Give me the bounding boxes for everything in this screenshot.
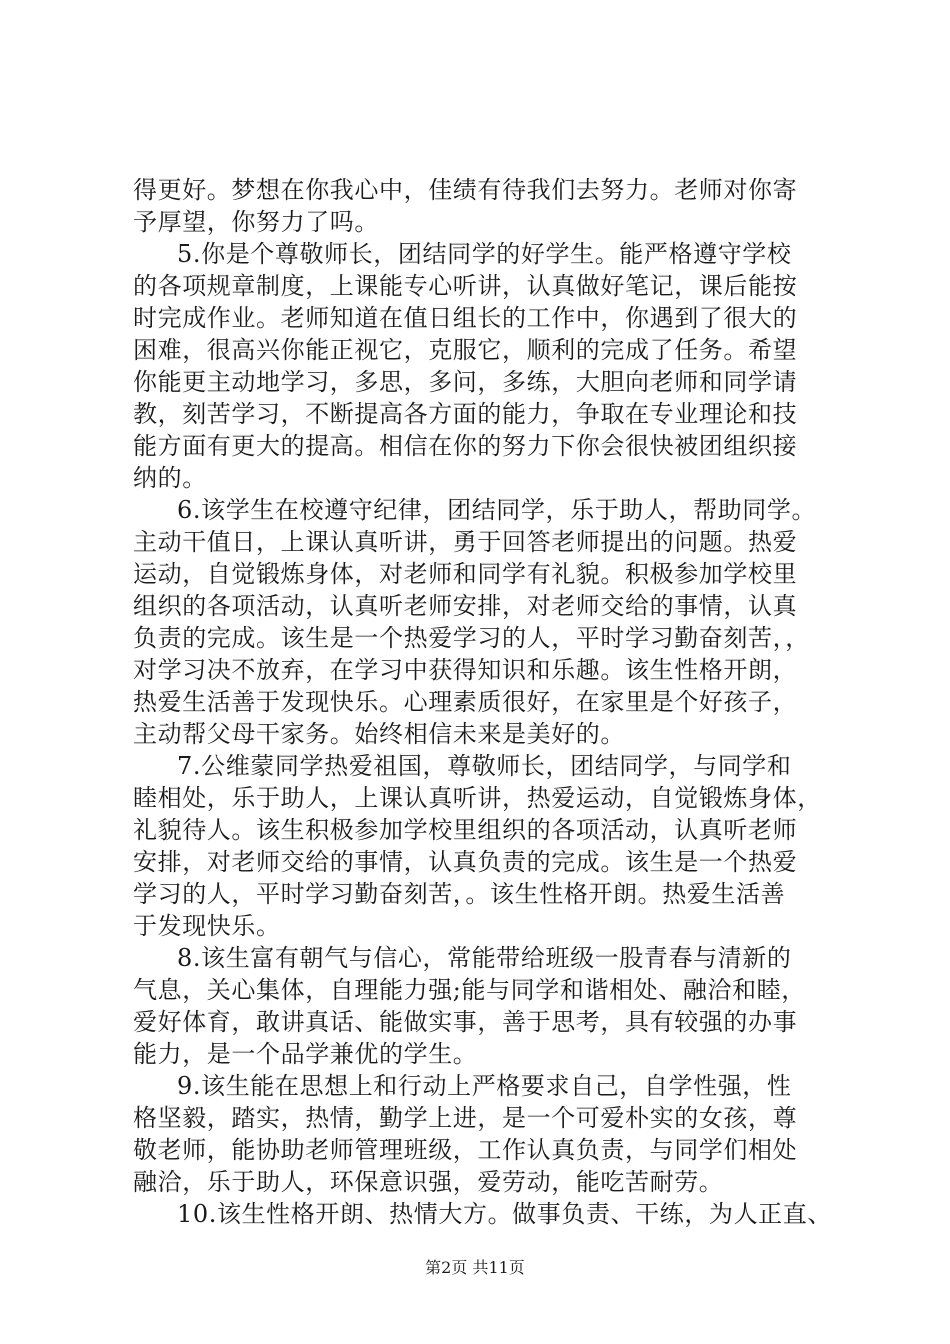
text-line: 能方面有更大的提高。相信在你的努力下你会很快被团组织接: [133, 432, 798, 460]
text-line: 主动干值日，上课认真听讲，勇于回答老师提出的问题。热爱: [133, 528, 798, 556]
text-line: 的各项规章制度，上课能专心听讲，认真做好笔记，课后能按: [133, 272, 798, 300]
text-line: 7.公维蒙同学热爱祖国，尊敬师长，团结同学，与同学和: [177, 752, 792, 780]
text-line: 睦相处，乐于助人，上课认真听讲，热爱运动，自觉锻炼身体，: [133, 784, 822, 812]
text-line: 运动，自觉锻炼身体，对老师和同学有礼貌。积极参加学校里: [133, 560, 798, 588]
text-line: 负责的完成。该生是一个热爱学习的人，平时学习勤奋刻苦，，: [133, 624, 810, 652]
text-line: 于发现快乐。: [133, 912, 281, 940]
text-line: 纳的。: [133, 464, 207, 492]
text-line: 6.该学生在校遵守纪律，团结同学，乐于助人，帮助同学。: [177, 496, 817, 524]
text-line: 9.该生能在思想上和行动上严格要求自己，自学性强，性: [177, 1072, 792, 1100]
text-line: 你能更主动地学习，多思，多问，多练，大胆向老师和同学请: [133, 368, 798, 396]
text-line: 予厚望，你努力了吗。: [133, 208, 379, 236]
text-line: 格坚毅，踏实，热情，勤学上进，是一个可爱朴实的女孩，尊: [133, 1104, 798, 1132]
text-line: 组织的各项活动，认真听老师安排，对老师交给的事情，认真: [133, 592, 798, 620]
text-line: 困难，很高兴你能正视它，克服它，顺利的完成了任务。希望: [133, 336, 798, 364]
text-line: 能力，是一个品学兼优的学生。: [133, 1040, 478, 1068]
text-line: 10.该生性格开朗、热情大方。做事负责、干练，为人正直、: [177, 1200, 832, 1228]
text-line: 气息，关心集体，自理能力强;能与同学和谐相处、融洽和睦，: [133, 976, 806, 1004]
text-line: 得更好。梦想在你我心中，佳绩有待我们去努力。老师对你寄: [133, 176, 798, 204]
text-line: 主动帮父母干家务。始终相信未来是美好的。: [133, 720, 625, 748]
text-line: 8.该生富有朝气与信心，常能带给班级一股青春与清新的: [177, 944, 792, 972]
document-body: [133, 174, 849, 1230]
text-line: 教，刻苦学习，不断提高各方面的能力，争取在专业理论和技: [133, 400, 798, 428]
text-line: 热爱生活善于发现快乐。心理素质很好，在家里是个好孩子，: [133, 688, 798, 716]
page-number-label: 第2页 共11页: [425, 1258, 525, 1277]
text-line: 安排，对老师交给的事情，认真负责的完成。该生是一个热爱: [133, 848, 798, 876]
text-line: 礼貌待人。该生积极参加学校里组织的各项活动，认真听老师: [133, 816, 798, 844]
text-line: 学习的人，平时学习勤奋刻苦，。该生性格开朗。热爱生活善: [133, 880, 786, 908]
page-footer: [0, 1258, 950, 1278]
text-line: 时完成作业。老师知道在值日组长的工作中，你遇到了很大的: [133, 304, 798, 332]
text-line: 敬老师，能协助老师管理班级，工作认真负责，与同学们相处: [133, 1136, 798, 1164]
text-line: 5.你是个尊敬师长，团结同学的好学生。能严格遵守学校: [177, 240, 792, 268]
text-line: 爱好体育，敢讲真话、能做实事，善于思考，具有较强的办事: [133, 1008, 798, 1036]
text-line: 融洽，乐于助人，环保意识强，爱劳动，能吃苦耐劳。: [133, 1168, 724, 1196]
text-line: 对学习决不放弃，在学习中获得知识和乐趣。该生性格开朗，: [133, 656, 798, 684]
